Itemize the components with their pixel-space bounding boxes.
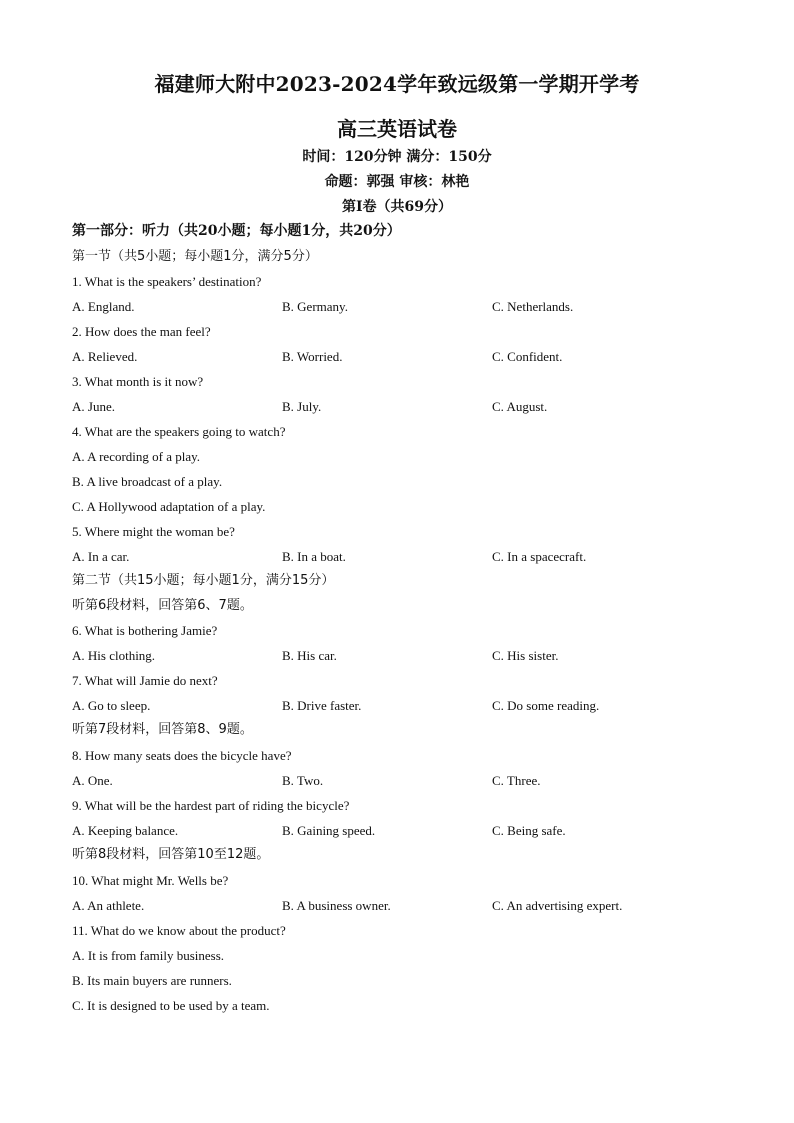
option-c: C. Do some reading. xyxy=(492,698,600,713)
option-b: B. Drive faster. xyxy=(282,698,362,713)
question-11-option-a: A. It is from family business. xyxy=(72,948,225,963)
option-a: A. One. xyxy=(72,773,113,788)
question-4-stem: 4. What are the speakers going to watch? xyxy=(72,424,286,439)
question-4-option-c: C. A Hollywood adaptation of a play. xyxy=(72,499,266,514)
question-10-stem: 10. What might Mr. Wells be? xyxy=(72,873,229,888)
question-4-option-a: A. A recording of a play. xyxy=(72,449,201,464)
option-c: C. An advertising expert. xyxy=(492,898,623,913)
question-1-stem: 1. What is the speakers’ destination? xyxy=(72,274,262,289)
option-b: B. July. xyxy=(282,399,322,414)
part1-heading: 第一部分：听力（共20小题；每小题1分，共20分） xyxy=(72,223,401,239)
volume-heading: 第Ⅰ卷（共69分） xyxy=(341,199,453,215)
option-c: C. In a spacecraft. xyxy=(492,549,587,564)
option-c: C. Confident. xyxy=(492,349,563,364)
option-b: B. Worried. xyxy=(282,349,343,364)
author-info: 命题：郭强 审核：林艳 xyxy=(324,174,470,190)
passage-7-instruction: 听第7段材料，回答第8、9题。 xyxy=(72,722,253,737)
exam-title: 福建师大附中2023-2024学年致远级第一学期开学考 xyxy=(154,72,640,96)
question-7-stem: 7. What will Jamie do next? xyxy=(72,673,218,688)
option-a: A. Relieved. xyxy=(72,349,138,364)
question-11-option-c: C. It is designed to be used by a team. xyxy=(72,998,270,1013)
option-c: C. August. xyxy=(492,399,548,414)
option-c: C. Being safe. xyxy=(492,823,566,838)
question-5-stem: 5. Where might the woman be? xyxy=(72,524,235,539)
question-9-stem: 9. What will be the hardest part of riding the bicycle? xyxy=(72,798,350,813)
question-6-options xyxy=(72,648,722,664)
passage-8-instruction: 听第8段材料，回答第10至12题。 xyxy=(72,847,270,862)
question-2-options xyxy=(72,349,722,365)
section2-heading: 第二节（共15小题；每小题1分，满分15分） xyxy=(72,573,335,588)
question-8-stem: 8. How many seats does the bicycle have? xyxy=(72,748,292,763)
question-11-stem: 11. What do we know about the product? xyxy=(72,923,286,938)
option-a: A. England. xyxy=(72,299,135,314)
question-7-options xyxy=(72,698,722,714)
time-score-info: 时间：120分钟 满分：150分 xyxy=(302,149,492,165)
option-b: B. Germany. xyxy=(282,299,348,314)
question-6-stem: 6. What is bothering Jamie? xyxy=(72,623,218,638)
passage-6-instruction: 听第6段材料，回答第6、7题。 xyxy=(72,598,253,613)
question-10-options xyxy=(72,898,722,914)
section1-heading: 第一节（共5小题；每小题1分，满分5分） xyxy=(72,249,318,264)
exam-subtitle: 高三英语试卷 xyxy=(337,117,457,141)
option-c: C. Three. xyxy=(492,773,541,788)
option-c: C. His sister. xyxy=(492,648,559,663)
question-1-options xyxy=(72,299,722,315)
option-a: A. His clothing. xyxy=(72,648,156,663)
option-b: B. His car. xyxy=(282,648,337,663)
question-3-options xyxy=(72,399,722,415)
option-b: B. Two. xyxy=(282,773,324,788)
option-b: B. In a boat. xyxy=(282,549,346,564)
option-a: A. Go to sleep. xyxy=(72,698,151,713)
option-a: A. An athlete. xyxy=(72,898,145,913)
question-11-option-b: B. Its main buyers are runners. xyxy=(72,973,232,988)
option-a: A. Keeping balance. xyxy=(72,823,179,838)
option-a: A. In a car. xyxy=(72,549,130,564)
option-b: B. Gaining speed. xyxy=(282,823,376,838)
question-2-stem: 2. How does the man feel? xyxy=(72,324,211,339)
option-b: B. A business owner. xyxy=(282,898,391,913)
question-5-options xyxy=(72,549,722,565)
question-8-options xyxy=(72,773,722,789)
option-a: A. June. xyxy=(72,399,115,414)
question-4-option-b: B. A live broadcast of a play. xyxy=(72,474,223,489)
question-3-stem: 3. What month is it now? xyxy=(72,374,204,389)
question-9-options xyxy=(72,823,722,839)
option-c: C. Netherlands. xyxy=(492,299,574,314)
